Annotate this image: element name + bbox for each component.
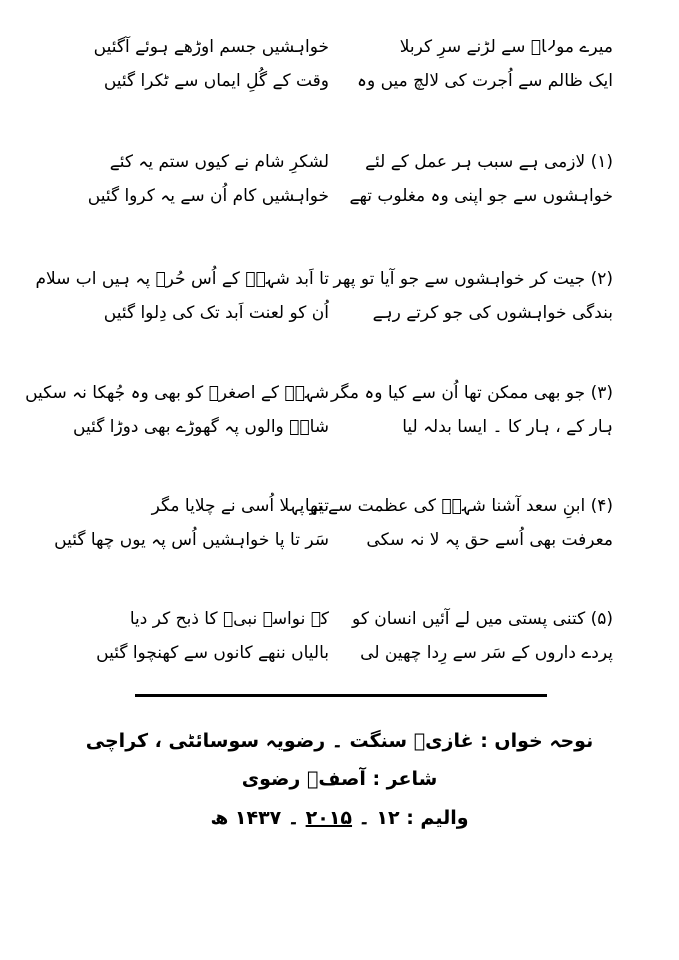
verse-second-hemistich: سَر تا پا خواہشیں اُس پہ یوں چھا گئیں: [54, 530, 329, 550]
verse-first-hemistich: (۴) ابنِ سعد آشنا شہہؑ کی عظمت سے تھا: [304, 496, 613, 516]
section-divider: [135, 694, 547, 697]
verse-line: [0, 638, 679, 668]
verse-line: [0, 264, 679, 294]
verse-first-hemistich: میرے مولاؑ سے لڑنے سرِ کربلا: [399, 37, 613, 57]
volume-credit: [0, 802, 679, 834]
verse-second-hemistich: شاہؑ والوں پہ گھوڑے بھی دوڑا گئیں: [73, 417, 329, 437]
verse-first-hemistich: پردے داروں کے سَر سے رِدا چھین لی: [360, 643, 613, 663]
volume-suffix: ۔ ۱۴۳۷ ھ: [210, 807, 306, 829]
verse-first-hemistich: (۲) جیت کر خواہشوں سے جو آیا تو پھر: [333, 269, 613, 289]
verse-line: [0, 378, 679, 408]
verse-line: [0, 147, 679, 177]
verse-line: [0, 525, 679, 555]
verse-line: [0, 32, 679, 62]
poet-credit: شاعر : آصفؔ رضوی: [241, 768, 438, 790]
verse-second-hemistich: شہہؑ کے اصغرؑ کو بھی وہ جُھکا نہ سکیں: [25, 383, 329, 403]
verse-first-hemistich: خواہشوں سے جو اپنی وہ مغلوب تھے: [349, 186, 613, 206]
verse-first-hemistich: ہار کے ، ہار کا ۔ ایسا بدلہ لیا: [402, 417, 613, 437]
verse-line: [0, 604, 679, 634]
verse-first-hemistich: (۳) جو بھی ممکن تھا اُن سے کیا وہ مگر: [331, 383, 613, 403]
volume-prefix: والیم : ۱۲ ۔: [352, 807, 469, 829]
verse-second-hemistich: کہ نواسہ نبیؐ کا ذبح کر دیا: [129, 609, 329, 629]
verse-line: [0, 66, 679, 96]
verse-first-hemistich: معرفت بھی اُسے حق پہ لا نہ سکی: [366, 530, 613, 550]
verse-second-hemistich: تا اَبد شہہؑ کے اُس حُرؑ پہ ہیں اب سلام: [35, 269, 329, 289]
verse-first-hemistich: ایک ظالم سے اُجرت کی لالچ میں وہ: [357, 71, 613, 91]
volume-year: ۲۰۱۵: [305, 807, 353, 829]
verse-second-hemistich: تیر پہلا اُسی نے چلایا مگر: [151, 496, 329, 516]
verse-line: [0, 298, 679, 328]
verse-second-hemistich: لشکرِ شام نے کیوں ستم یہ کئے: [109, 152, 329, 172]
verse-line: [0, 491, 679, 521]
verse-first-hemistich: (۱) لازمی ہے سبب ہر عمل کے لئے: [365, 152, 613, 172]
verse-second-hemistich: بالیاں ننھے کانوں سے کھنچوا گئیں: [96, 643, 329, 663]
verse-second-hemistich: خواہشیں جسم اوڑھے ہوئے آگئیں: [93, 37, 329, 57]
verse-second-hemistich: خواہشیں کام اُن سے یہ کروا گئیں: [87, 186, 329, 206]
verse-line: [0, 412, 679, 442]
verse-first-hemistich: (۵) کتنی پستی میں لے آئیں انسان کو: [352, 609, 613, 629]
verse-second-hemistich: اُن کو لعنت اَبد تک کی دِلوا گئیں: [103, 303, 329, 323]
verse-first-hemistich: بندگی خواہشوں کی جو کرتے رہے: [372, 303, 613, 323]
reciter-credit: نوحہ خواں : غازیؑ سنگت ۔ رضویہ سوسائٹی ، کراچی: [85, 730, 594, 752]
verse-second-hemistich: وقت کے گُلِ ایماں سے ٹکرا گئیں: [103, 71, 329, 91]
verse-line: [0, 181, 679, 211]
